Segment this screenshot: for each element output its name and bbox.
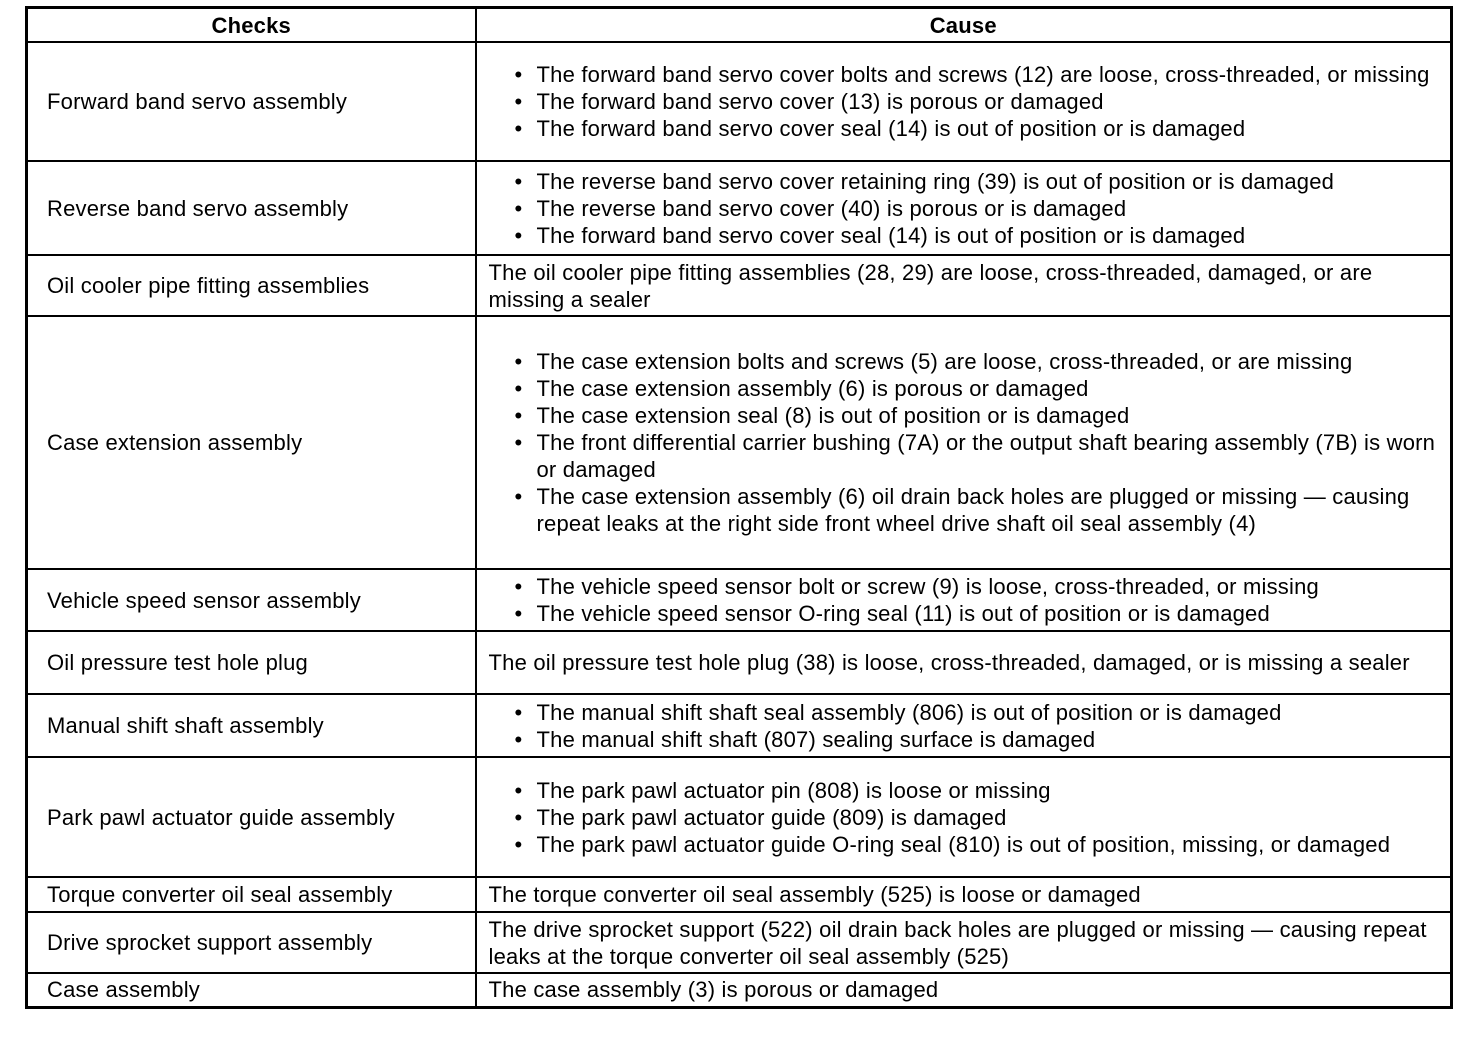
cause-cell: The oil pressure test hole plug (38) is loose, cross-threaded, damaged, or is missing a sealer [476,631,1452,694]
cause-item: • The reverse band servo cover retaining ring (39) is out of position or is damaged [537,168,1445,195]
cause-item: • The front differential carrier bushing (7A) or the output shaft bearing assembly (7B) is worn or damaged [537,429,1445,483]
check-cell: Oil pressure test hole plug [27,631,476,694]
cause-item: • The case extension bolts and screws (5) are loose, cross-threaded, or are missing [537,348,1445,375]
cause-item: • The forward band servo cover seal (14) is out of position or is damaged [537,115,1445,142]
bullet-icon: • [514,601,523,626]
cause-list [489,699,1445,753]
bullet-icon: • [514,699,523,725]
check-cell: Forward band servo assembly [27,42,476,161]
cause-item: • The vehicle speed sensor bolt or screw (9) is loose, cross-threaded, or missing [537,573,1445,600]
table-row [27,569,1452,631]
table-row [27,42,1452,161]
bullet-icon: • [514,831,523,857]
cause-column-header: Cause [476,8,1452,43]
cause-cell [476,316,1452,569]
bullet-icon: • [514,168,523,194]
bullet-icon: • [514,726,523,752]
bullet-icon: • [514,430,523,455]
check-cell: Torque converter oil seal assembly [27,877,476,912]
bullet-icon: • [514,403,523,428]
cause-list [489,348,1445,537]
table-row [27,757,1452,877]
cause-item: • The park pawl actuator guide (809) is damaged [537,804,1445,831]
check-cell: Case assembly [27,973,476,1007]
cause-cell: The case assembly (3) is porous or damaged [476,973,1452,1007]
cause-cell [476,161,1452,255]
table-row [27,316,1452,569]
table-row [27,161,1452,255]
check-cell: Drive sprocket support assembly [27,912,476,973]
check-cell: Oil cooler pipe fitting assemblies [27,255,476,316]
checks-column-header: Checks [27,8,476,43]
cause-item: • The reverse band servo cover (40) is porous or is damaged [537,195,1445,222]
cause-list [489,573,1445,627]
bullet-icon: • [514,777,523,803]
bullet-icon: • [514,222,523,248]
check-cell: Reverse band servo assembly [27,161,476,255]
cause-cell: The torque converter oil seal assembly (525) is loose or damaged [476,877,1452,912]
bullet-icon: • [514,804,523,830]
cause-cell [476,42,1452,161]
check-cell: Vehicle speed sensor assembly [27,569,476,631]
cause-list [489,777,1445,858]
cause-item: • The manual shift shaft (807) sealing surface is damaged [537,726,1445,753]
table-header-row [27,8,1452,43]
cause-item: • The manual shift shaft seal assembly (806) is out of position or is damaged [537,699,1445,726]
table-row [27,631,1452,694]
cause-item: • The case extension assembly (6) is porous or damaged [537,375,1445,402]
cause-cell: The oil cooler pipe fitting assemblies (28, 29) are loose, cross-threaded, damaged, or are missing a sealer [476,255,1452,316]
check-cell: Case extension assembly [27,316,476,569]
bullet-icon: • [514,116,523,141]
cause-item: • The forward band servo cover (13) is porous or damaged [537,88,1445,115]
cause-item: • The vehicle speed sensor O-ring seal (11) is out of position or is damaged [537,600,1445,627]
table-row [27,877,1452,912]
table-body [27,42,1452,1007]
cause-item: • The case extension seal (8) is out of position or is damaged [537,402,1445,429]
bullet-icon: • [514,376,523,401]
bullet-icon: • [514,484,523,509]
cause-list [489,168,1445,249]
cause-item: • The park pawl actuator pin (808) is loose or missing [537,777,1445,804]
cause-item: • The forward band servo cover bolts and screws (12) are loose, cross-threaded, or missing [537,61,1445,88]
check-cell: Park pawl actuator guide assembly [27,757,476,877]
cause-cell: The drive sprocket support (522) oil drain back holes are plugged or missing — causing repeat leaks at the torque converter oil seal assembly (525) [476,912,1452,973]
table-row [27,255,1452,316]
bullet-icon: • [514,574,523,599]
cause-list [489,61,1445,142]
cause-item: • The park pawl actuator guide O-ring seal (810) is out of position, missing, or damaged [537,831,1445,858]
table-row [27,973,1452,1007]
cause-cell [476,569,1452,631]
checks-cause-table [25,6,1453,1009]
check-cell: Manual shift shaft assembly [27,694,476,757]
bullet-icon: • [514,349,523,374]
table-row [27,694,1452,757]
cause-cell [476,757,1452,877]
table-row [27,912,1452,973]
bullet-icon: • [514,195,523,221]
cause-cell [476,694,1452,757]
bullet-icon: • [514,89,523,114]
cause-item: • The forward band servo cover seal (14) is out of position or is damaged [537,222,1445,249]
cause-item: • The case extension assembly (6) oil drain back holes are plugged or missing — causing repeat leaks at the right side front wheel drive shaft oil seal assembly (4) [537,483,1445,537]
bullet-icon: • [514,62,523,87]
